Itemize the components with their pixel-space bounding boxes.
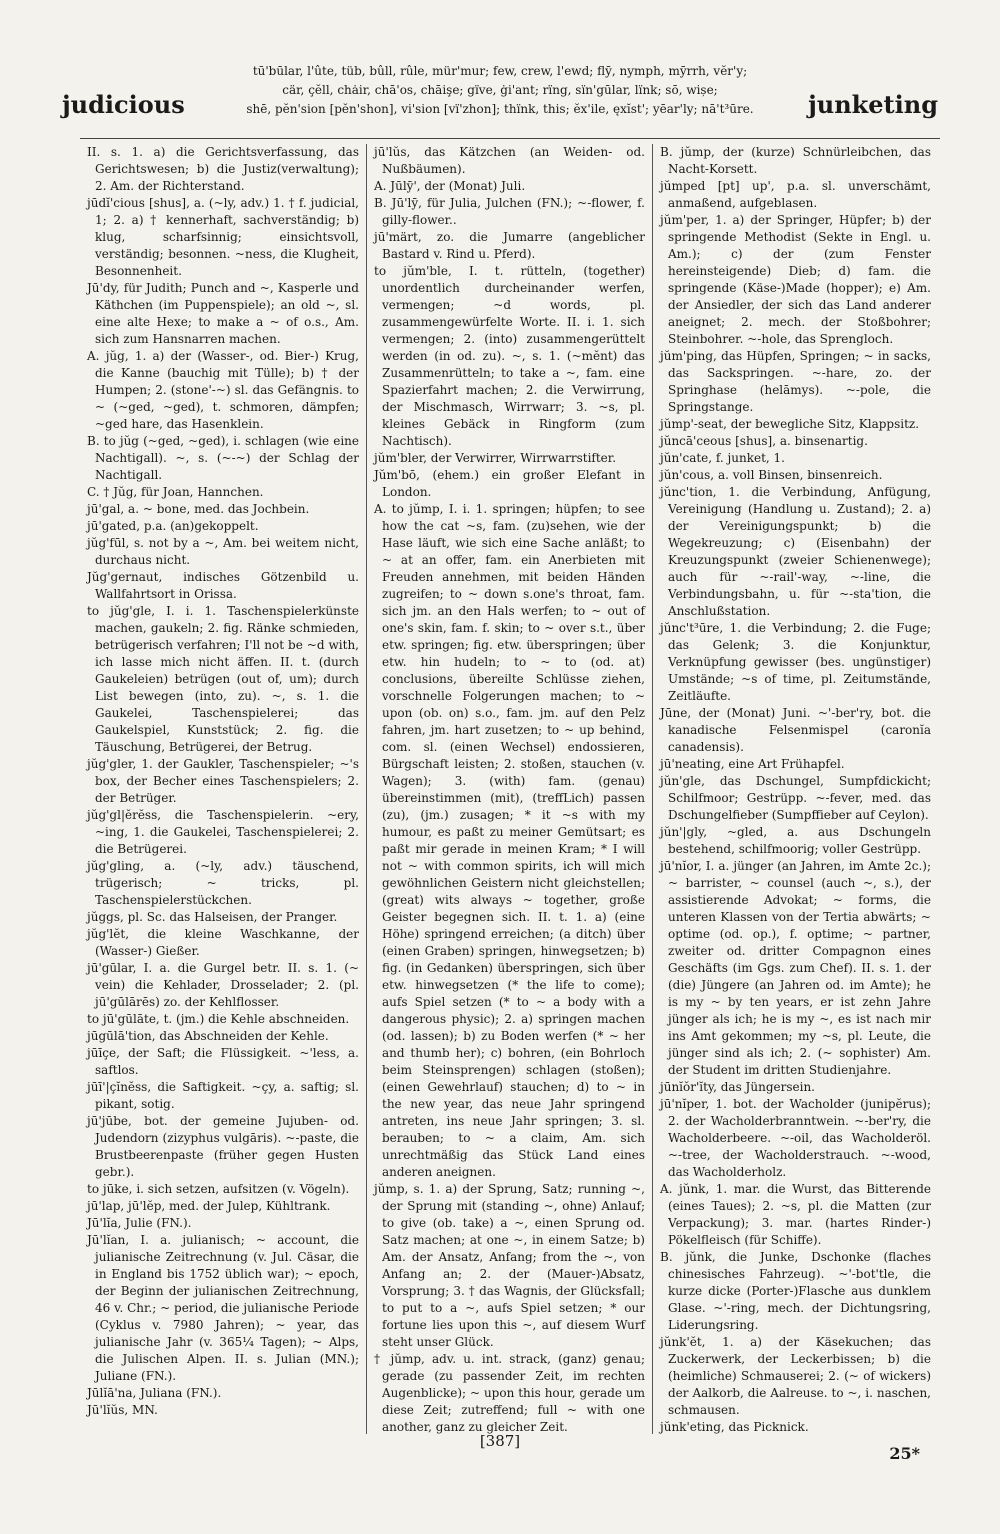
entry-columns <box>80 144 940 1434</box>
header-rule <box>80 138 940 139</box>
dictionary-entry: Jū'lĭŭs, MN. <box>87 1403 158 1417</box>
dictionary-entry: B. jŭmp, der (kurze) Schnürleibchen, das Nacht-Korsett. <box>660 145 931 176</box>
dictionary-entry: jŭn'gle, das Dschungel, Sumpfdickicht; Schilfmoor; Gestrüpp. ~-fever, med. das Dschungelfieber (Sumpffieber auf Ceylon). <box>660 774 931 822</box>
dictionary-entry: jūnĭŏr'ĭty, das Jüngersein. <box>660 1080 815 1094</box>
dictionary-entry: to jŭm'ble, I. t. rütteln, (together) unordentlich durcheinander werfen, vermengen; ~d words, pl. zusammengewürfelte Worte. II. i. 1. sich vermengen; 2. (into) zusammengerüttelt werden (in od. zu). ~, s. 1. (~mĕnt) das Zusammenrütteln; to take a ~, fam. eine Spazierfahrt machen; 2. die Verwirrung, der Mischmasch, Wirrwarr; 3. ~s, pl. kleines Gebäck in Ringform (zum Nachtisch). <box>374 264 645 448</box>
dictionary-entry: jŭg'lĕt, die kleine Waschkanne, der (Wasser-) Gießer. <box>87 927 359 958</box>
dictionary-entry: jŭnc't³ūre, 1. die Verbindung; 2. die Fuge; das Gelenk; 3. die Konjunktur, Verknüpfung gewisser (bes. ungünstiger) Umstände; ~s of time, pl. Zeitumstände, Zeitläufte. <box>660 621 931 703</box>
dictionary-entry: jū'lap, jū'lĕp, med. der Julep, Kühltrank. <box>87 1199 331 1213</box>
dictionary-entry: jŭg'gl|ĕrĕss, die Taschenspielerin. ~ery, ~ing, 1. die Gaukelei, Taschenspielerei; 2. die Betrügerei. <box>87 808 359 856</box>
column-3 <box>652 144 938 1434</box>
dictionary-entry: to jū'gūlāte, t. (jm.) die Kehle abschneiden. <box>87 1012 350 1026</box>
guide-line-3: shē, pĕn'sion [pĕn'shon], vi'sion [vï'zhon]; thïnk, this; ĕx'ile, ęxĭst'; yēar'ly; nā't³ūre. <box>246 102 754 116</box>
dictionary-entry: jŭnk'eting, das Picknick. <box>660 1420 809 1434</box>
dictionary-entry: jŭmp'-seat, der bewegliche Sitz, Klappsitz. <box>660 417 920 431</box>
dictionary-entry: jū'gal, a. ~ bone, med. das Jochbein. <box>87 502 310 516</box>
dictionary-entry: † jŭmp, adv. u. int. strack, (ganz) genau; gerade (zu passender Zeit, im rechten Augenblicke); ~ upon this hour, gerade um diese Zeit; zutreffend; full ~ with one another, ganz zu gleicher Zeit. <box>374 1352 645 1434</box>
dictionary-entry: C. † Jŭg, für Joan, Hannchen. <box>87 485 264 499</box>
dictionary-entry: jŭmped [pt] up', p.a. sl. unverschämt, anmaßend, aufgeblasen. <box>660 179 931 210</box>
dictionary-entry: jū'neating, eine Art Frühapfel. <box>660 757 845 771</box>
dictionary-entry: Jū'dy, für Judith; Punch and ~, Kasperle und Käthchen (im Puppenspiele); an old ~, sl. eine alte Hexe; to make a ~ of o.s., Am. sich zum Hansnarren machen. <box>87 281 359 346</box>
dictionary-entry: jŭggs, pl. Sc. das Halseisen, der Pranger. <box>87 910 338 924</box>
left-guide-word: judicious <box>62 90 185 119</box>
dictionary-entry: A. Jūlȳ', der (Monat) Juli. <box>374 179 526 193</box>
dictionary-entry: B. to jŭg (~ged, ~ged), i. schlagen (wie eine Nachtigall). ~, s. (~-~) der Schlag der Nachtigall. <box>87 434 359 482</box>
dictionary-entry: Jū'lĭan, I. a. julianisch; ~ account, die julianische Zeitrechnung (v. Jul. Cäsar, die in England bis 1752 üblich war); ~ epoch, der Beginn der julianischen Zeitrechnung, 46 v. Chr.; ~ period, die julianische Periode (Cyklus v. 7980 Jahren); ~ year, das julianische Jahr (v. 365¼ Tagen); ~ Alps, die Julischen Alpen. II. s. Julian (MN.); Juliane (FN.). <box>87 1233 359 1383</box>
dictionary-entry: jŭm'per, 1. a) der Springer, Hüpfer; b) der springende Methodist (Sekte in Engl. u. Am.); c) der (zum Fenster hereinsteigende) Dieb; d) fam. die springende (Käse-)Made (hopper); e) Am. der Ansiedler, der sich das Land anderer aneignet; 2. mech. der Stoßbohrer; Steinbohrer. ~-hole, das Sprengloch. <box>660 213 931 346</box>
dictionary-entry: jū'märt, zo. die Jumarre (angeblicher Bastard v. Rind u. Pferd). <box>374 230 645 261</box>
dictionary-entry: jŭnk'ĕt, 1. a) der Käsekuchen; das Zuckerwerk, der Leckerbissen; b) die (heimliche) Schmauserei; 2. (~ of wickers) der Aalkorb, die Aalreuse. to ~, i. naschen, schmausen. <box>660 1335 931 1417</box>
dictionary-entry: A. jŭg, 1. a) der (Wasser-, od. Bier-) Krug, die Kanne (bauchig mit Tülle); b) † der Humpen; 2. (stone'-~) sl. das Gefängnis. to ~ (~ged, ~ged), t. schmoren, dämpfen; ~ged hare, das Hasenklein. <box>87 349 359 431</box>
dictionary-entry: jŭn'cate, f. junket, 1. <box>660 451 785 465</box>
dictionary-entry: jū'nĭor, I. a. jünger (an Jahren, im Amte 2c.); ~ barrister, ~ counsel (auch ~, s.), der assistierende Advokat; ~ forms, die unteren Klassen von der Tertia abwärts; ~ optime (od. op.), f. optime; ~ partner, zweiter od. dritter Compagnon eines Geschäfts (im Ggs. zum Chef). II. s. 1. der (die) Jüngere (an Jahren od. im Amte); he is my ~ by ten years, er ist zehn Jahre jünger als ich; he is my ~, es ist nach mir ins Amt gekommen; my ~s, pl. Leute, die jünger sind als ich; 2. (~ sophister) Am. der Student im dritten Studienjahre. <box>660 859 931 1077</box>
right-guide-word: junketing <box>808 90 938 119</box>
dictionary-entry: jŭn'|gly, ~gled, a. aus Dschungeln bestehend, schilfmoorig; voller Gestrüpp. <box>660 825 931 856</box>
signature-mark: 25* <box>889 1444 920 1463</box>
dictionary-entry: Jūne, der (Monat) Juni. ~'-ber'ry, bot. die kanadische Felsenmispel (caronĭa canadensis). <box>660 706 931 754</box>
column-2 <box>366 144 652 1434</box>
dictionary-entry: jŭm'bler, der Verwirrer, Wirrwarrstifter. <box>374 451 617 465</box>
dictionary-entry: jŭnc'tion, 1. die Verbindung, Anfügung, Vereinigung (Handlung u. Zustand); 2. a) der Vereinigungspunkt; b) die Wegekreuzung; c) (Eisenbahn) der Kreuzungspunkt (zweier Schienenwege); auch für ~-rail'-way, ~-line, die Verbindungsbahn, u. für ~-sta'tion, die Anschlußstation. <box>660 485 931 618</box>
dictionary-entry: B. jŭnk, die Junke, Dschonke (flaches chinesisches Fahrzeug). ~'-bot'tle, die kurze dicke (Porter-)Flasche aus dunklem Glase. ~'-ring, mech. der Dichtungsring, Liderungsring. <box>660 1250 931 1332</box>
dictionary-entry: A. jŭnk, 1. mar. die Wurst, das Bitterende (eines Taues); 2. ~s, pl. die Matten (zur Verpackung); 3. mar. (hartes Rinder-) Pökelfleisch (für Schiffe). <box>660 1182 931 1247</box>
dictionary-entry: B. Jū'lȳ, für Julia, Julchen (FN.); ~-flower, f. gilly-flower.. <box>374 196 645 227</box>
dictionary-entry: jūīçe, der Saft; die Flüssigkeit. ~'less, a. saftlos. <box>87 1046 359 1077</box>
dictionary-entry: jŭn'cous, a. voll Binsen, binsenreich. <box>660 468 883 482</box>
dictionary-entry: jū'jūbe, bot. der gemeine Jujuben- od. Judendorn (zizyphus vulgāris). ~-paste, die Brustbeerenpaste (früher gegen Husten gebr.). <box>87 1114 359 1179</box>
dictionary-entry: jū'lŭs, das Kätzchen (an Weiden- od. Nußbäumen). <box>374 145 645 176</box>
guide-line-1: tū'būlar, l'ûte, tüb, bûll, rûle, mür'mur; few, crew, l'ewd; flȳ, nymph, mȳrrh, vĕr'y; <box>252 64 748 78</box>
page-number: [387] <box>479 1432 521 1450</box>
dictionary-entry: jū'nĭper, 1. bot. der Wacholder (junipĕrus); 2. der Wacholderbranntwein. ~-ber'ry, die Wacholderbeere. ~-oil, das Wacholderöl. ~-tree, der Wacholderstrauch. ~-wood, das Wacholderholz. <box>660 1097 931 1179</box>
dictionary-entry: Jŭm'bō, (ehem.) ein großer Elefant in London. <box>374 468 645 499</box>
dictionary-entry: jū'gūlar, I. a. die Gurgel betr. II. s. 1. (~ vein) die Kehlader, Drosselader; 2. (pl. jū'gūlārēs) zo. der Kehlflosser. <box>87 961 359 1009</box>
dictionary-entry: jŭg'gling, a. (~ly, adv.) täuschend, trügerisch; ~ tricks, pl. Taschenspielerstückchen. <box>87 859 359 907</box>
dictionary-entry: Jūlĭā'na, Juliana (FN.). <box>87 1386 222 1400</box>
dictionary-entry: II. s. 1. a) die Gerichtsverfassung, das Gerichtswesen; b) die Justiz(verwaltung); 2. Am. der Richterstand. <box>87 145 359 193</box>
dictionary-entry: jŭncā'ceous [shus], a. binsenartig. <box>660 434 868 448</box>
dictionary-entry: jŭmp, s. 1. a) der Sprung, Satz; running ~, der Sprung mit (standing ~, ohne) Anlauf; to give (ob. take) a ~, einen Sprung od. Satz machen; at one ~, in einem Satze; b) Am. der Ansatz, Anfang; from the ~, von Anfang an; 2. der (Mauer-)Absatz, Vorsprung; 3. † das Wagnis, der Glücksfall; to put to a ~, aufs Spiel setzen; * our fortune lies upon this ~, auf diesem Wurf steht unser Glück. <box>374 1182 645 1349</box>
dictionary-entry: Jū'lĭa, Julie (FN.). <box>87 1216 192 1230</box>
dictionary-entry: to jūke, i. sich setzen, aufsitzen (v. Vögeln). <box>87 1182 350 1196</box>
dictionary-entry: jūī'|çĭnĕss, die Saftigkeit. ~çy, a. saftig; sl. pikant, sotig. <box>87 1080 359 1111</box>
dictionary-entry: jūdĭ'cious [shus], a. (~ly, adv.) 1. † f. judicial, 1; 2. a) † kennerhaft, sachverständig; b) klug, scharfsinnig; einsichtsvoll, verständig; besonnen. ~ness, die Klugheit, Besonnenheit. <box>87 196 359 278</box>
dictionary-entry: Jŭg'gernaut, indisches Götzenbild u. Wallfahrtsort in Orissa. <box>87 570 359 601</box>
dictionary-entry: A. to jŭmp, I. i. 1. springen; hüpfen; to see how the cat ~s, fam. (zu)sehen, wie der Hase läuft, wie sich eine Sache anläßt; to ~ at an offer, fam. ein Anerbieten mit Freuden annehmen, mit beiden Händen zugreifen; to ~ down s.one's throat, fam. sich jm. an den Hals werfen; to ~ out of one's skin, fam. f. skin; to ~ over s.t., über etw. springen; fig. etw. überspringen; über etw. hin hudeln; to ~ to (od. at) conclusions, übereilte Schlüsse ziehen, vorschnelle Folgerungen machen; to ~ upon (ob. on) s.o., fam. jm. auf den Pelz fahren, jm. hart zusetzen; to ~ up behind, com. sl. (einen Wechsel) endossieren, Bürgschaft leisten; 2. stoßen, stauchen (v. Wagen); 3. (with) fam. (genau) übereinstimmen (mit), (treffLich) passen (zu), (jm.) zusagen; * it ~s with my humour, es paßt zu meiner Gemütsart; es paßt mir gerade in meinen Kram; * I will not ~ with common spirits, ich will mich gewöhnlichen Geistern nicht gleichstellen; (great) wits always ~ together, große Geister begegnen sich. II. t. 1. a) (eine Höhe) springend erreichen; (a ditch) über (einen Graben) springen, hinwegsetzen; b) fig. (in Gedanken) überspringen, sich über etw. hinwegsetzen (* the life to come); aufs Spiel setzen (* to ~ a body with a dangerous physic); 2. a) springen machen (od. lassen); b) zu Boden werfen (* ~ her and thumb her); c) bohren, (ein Bohrloch beim Steinsprengen) schlagen (stoßen); (einen Gewehrlauf) stauchen; d) to ~ in the new year, das neue Jahr springend antreten, ins neue Jahr springen; 3. sl. berauben; to ~ a claim, Am. sich unrechtmäßig das Stück Land eines anderen aneignen. <box>374 502 645 1179</box>
column-1 <box>80 144 366 1434</box>
dictionary-entry: jŭg'gler, 1. der Gaukler, Taschenspieler; ~'s box, der Becher eines Taschenspielers; 2. der Betrüger. <box>87 757 359 805</box>
dictionary-entry: jūgūlā'tion, das Abschneiden der Kehle. <box>87 1029 329 1043</box>
guide-line-2: cär, çĕll, chȧir, chā'os, chāişe; gïve, ġi'ant; rïng, sïn'gūlar, lïnk; sō, wișe; <box>282 83 718 97</box>
dictionary-entry: jŭm'ping, das Hüpfen, Springen; ~ in sacks, das Sackspringen. ~-hare, zo. der Springhase (helāmys). ~-pole, die Springstange. <box>660 349 931 414</box>
dictionary-entry: to jŭg'gle, I. i. 1. Taschenspielerkünste machen, gaukeln; 2. fig. Ränke schmieden, betrügerisch verfahren; I'll not be ~d with, ich lasse mich nicht äffen. II. t. (durch Gaukeleien) betrügen (out of, um); durch List bewegen (into, zu). ~, s. 1. die Gaukelei, Taschenspielerei; das Gaukelspiel, Kunststück; 2. fig. die Täuschung, Betrügerei, der Betrug. <box>87 604 359 754</box>
dictionary-entry: jŭg'fūl, s. not by a ~, Am. bei weitem nicht, durchaus nicht. <box>87 536 359 567</box>
dictionary-entry: jū'gated, p.a. (an)gekoppelt. <box>87 519 259 533</box>
